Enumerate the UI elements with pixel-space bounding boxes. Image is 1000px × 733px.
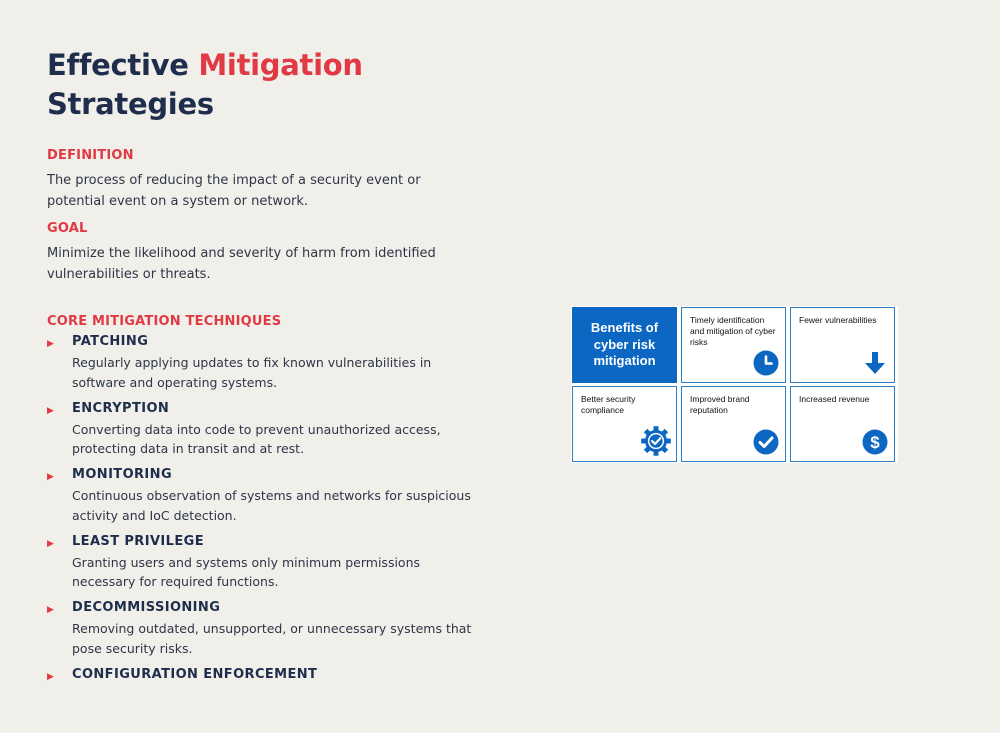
technique-name: CONFIGURATION ENFORCEMENT	[72, 667, 317, 682]
title-part2: Strategies	[47, 87, 214, 121]
benefit-text: Fewer vulnerabilities	[799, 315, 889, 326]
benefits-title: Benefits of cyber risk mitigation	[573, 320, 676, 370]
benefit-text: Timely identification and mitigation of cyber risks	[690, 315, 780, 348]
bullet-arrow-icon: ▶	[47, 672, 54, 682]
techniques-list	[47, 334, 477, 733]
technique-name: LEAST PRIVILEGE	[72, 534, 204, 549]
benefit-fewer-vulnerabilities	[790, 307, 895, 383]
checkmark-icon	[753, 429, 779, 455]
goal-label: GOAL	[47, 221, 88, 236]
technique-monitoring	[47, 467, 477, 534]
title-accent: Mitigation	[198, 48, 362, 82]
clock-icon	[753, 350, 779, 376]
bullet-arrow-icon: ▶	[47, 539, 54, 549]
benefit-text: Increased revenue	[799, 394, 889, 405]
benefit-text: Better security compliance	[581, 394, 671, 416]
badge-check-icon	[640, 425, 672, 457]
page-title	[47, 46, 363, 124]
technique-desc: Continuous observation of systems and networks for suspicious activity and IoC detection.	[72, 486, 472, 525]
benefit-text: Improved brand reputation	[690, 394, 780, 416]
technique-desc: Removing outdated, unsupported, or unnecessary systems that pose security risks.	[72, 619, 472, 658]
technique-name: PATCHING	[72, 334, 148, 349]
svg-text:$: $	[870, 433, 880, 452]
benefit-timely-identification	[681, 307, 786, 383]
benefit-security-compliance	[572, 386, 677, 462]
title-part1: Effective	[47, 48, 198, 82]
technique-name: DECOMMISSIONING	[72, 600, 220, 615]
benefit-increased-revenue	[790, 386, 895, 462]
technique-desc: Granting users and systems only minimum permissions necessary for required functions.	[72, 553, 472, 592]
bullet-arrow-icon: ▶	[47, 605, 54, 615]
technique-least-privilege	[47, 534, 477, 601]
benefits-grid	[571, 306, 898, 463]
bullet-arrow-icon: ▶	[47, 406, 54, 416]
definition-text: The process of reducing the impact of a security event or potential event on a system or network.	[47, 170, 467, 212]
benefits-title-cell	[572, 307, 677, 383]
technique-name: ENCRYPTION	[72, 401, 169, 416]
technique-desc: Regularly applying updates to fix known vulnerabilities in software and operating systems.	[72, 353, 472, 392]
technique-patching	[47, 334, 477, 401]
bullet-arrow-icon: ▶	[47, 339, 54, 349]
technique-name: MONITORING	[72, 467, 172, 482]
technique-configuration-enforcement	[47, 667, 477, 733]
technique-encryption	[47, 401, 477, 468]
bullet-arrow-icon: ▶	[47, 472, 54, 482]
technique-desc: Converting data into code to prevent unauthorized access, protecting data in transit and at rest.	[72, 420, 472, 459]
benefit-brand-reputation	[681, 386, 786, 462]
technique-decommissioning	[47, 600, 477, 667]
core-techniques-label: CORE MITIGATION TECHNIQUES	[47, 314, 281, 329]
arrow-down-icon	[862, 350, 888, 376]
dollar-icon	[862, 429, 888, 455]
definition-label: DEFINITION	[47, 148, 134, 163]
goal-text: Minimize the likelihood and severity of harm from identified vulnerabilities or threats.	[47, 243, 467, 285]
